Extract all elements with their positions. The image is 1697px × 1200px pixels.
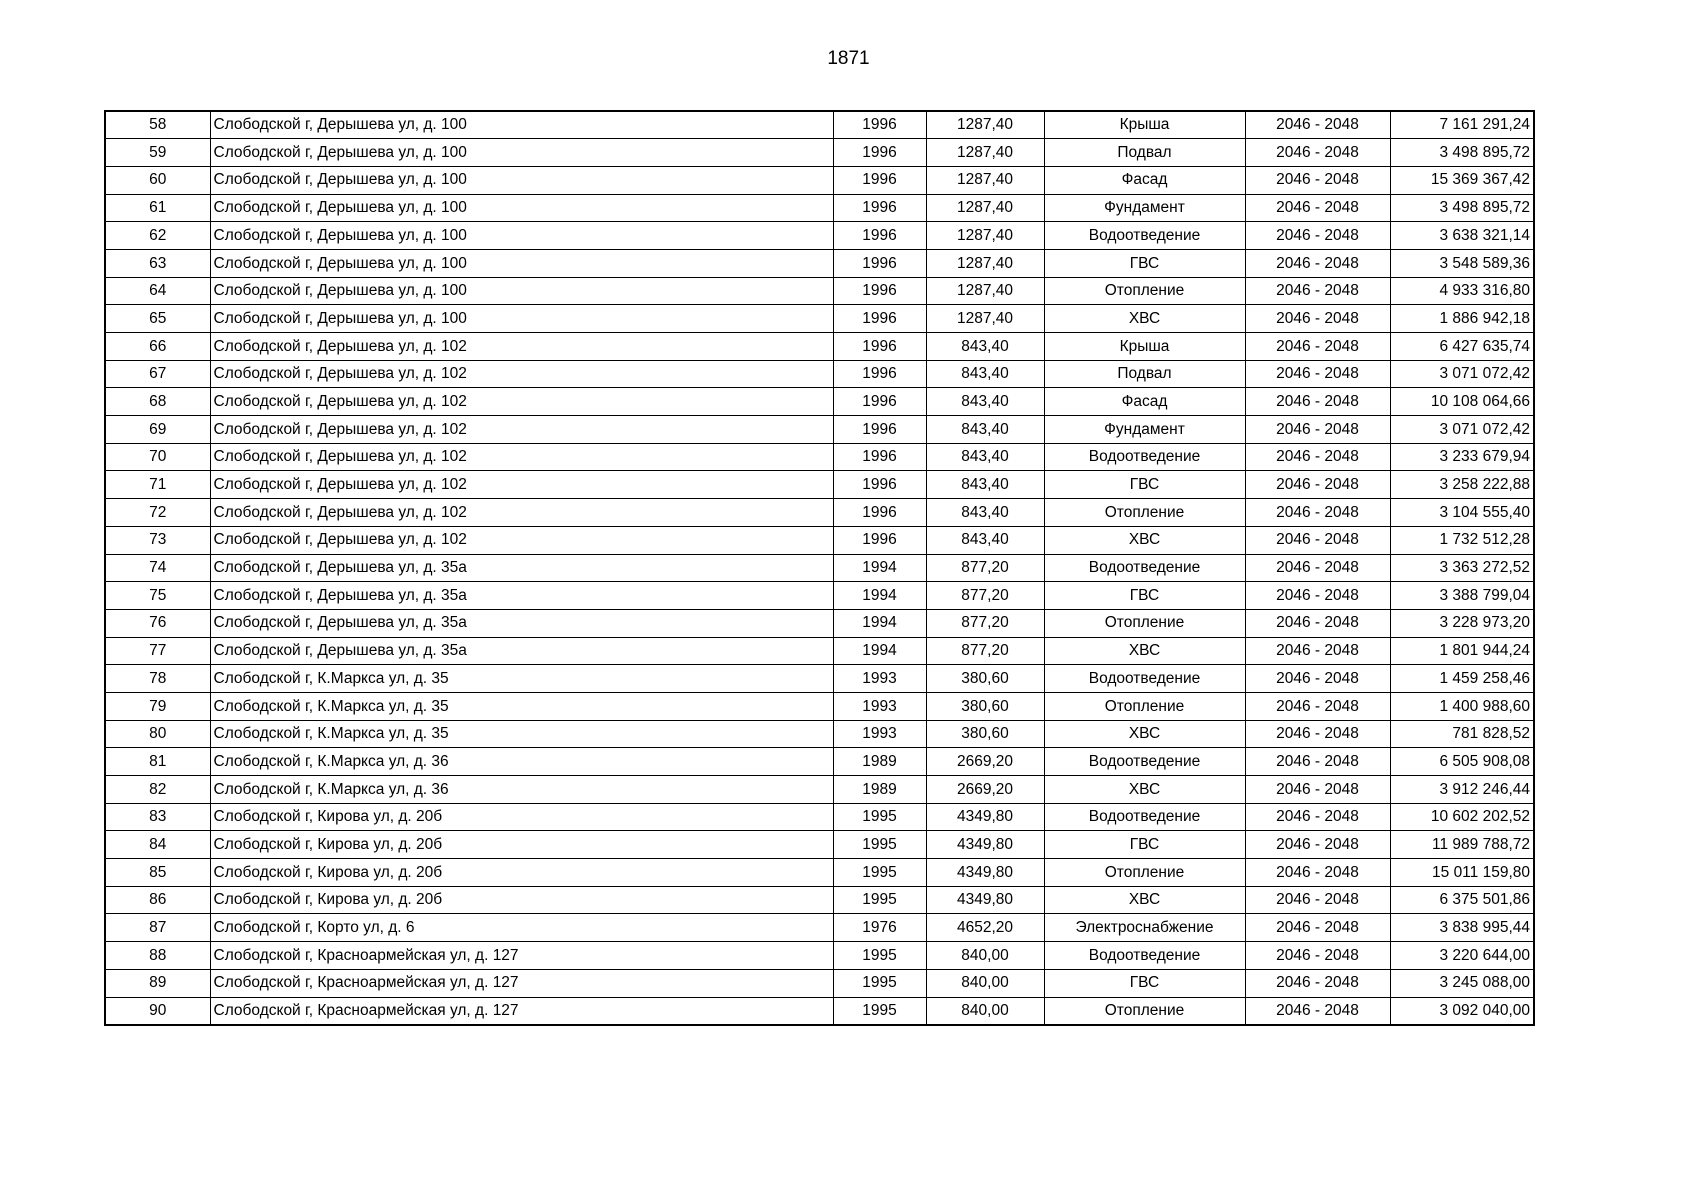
address-cell: Слободской г, Дерышева ул, д. 35а [210,582,833,610]
row-number-cell: 81 [105,748,210,776]
work-type-cell: Фундамент [1044,194,1245,222]
table-row [105,111,1534,139]
area-cell: 380,60 [926,692,1044,720]
year-built-cell: 1995 [833,886,926,914]
year-built-cell: 1996 [833,333,926,361]
table-body [105,111,1534,1025]
address-cell: Слободской г, Дерышева ул, д. 100 [210,222,833,250]
address-cell: Слободской г, Дерышева ул, д. 100 [210,139,833,167]
work-type-cell: Подвал [1044,360,1245,388]
year-built-cell: 1996 [833,166,926,194]
cost-cell: 1 732 512,28 [1390,526,1534,554]
address-cell: Слободской г, Кирова ул, д. 20б [210,886,833,914]
table-row [105,997,1534,1025]
area-cell: 1287,40 [926,166,1044,194]
period-cell: 2046 - 2048 [1245,776,1390,804]
year-built-cell: 1994 [833,582,926,610]
work-type-cell: Водоотведение [1044,443,1245,471]
year-built-cell: 1996 [833,222,926,250]
work-type-cell: Отопление [1044,609,1245,637]
area-cell: 4652,20 [926,914,1044,942]
area-cell: 843,40 [926,443,1044,471]
row-number-cell: 79 [105,692,210,720]
period-cell: 2046 - 2048 [1245,969,1390,997]
period-cell: 2046 - 2048 [1245,554,1390,582]
row-number-cell: 86 [105,886,210,914]
year-built-cell: 1995 [833,942,926,970]
row-number-cell: 73 [105,526,210,554]
cost-cell: 3 071 072,42 [1390,416,1534,444]
year-built-cell: 1993 [833,692,926,720]
area-cell: 1287,40 [926,139,1044,167]
row-number-cell: 78 [105,665,210,693]
row-number-cell: 89 [105,969,210,997]
row-number-cell: 59 [105,139,210,167]
row-number-cell: 63 [105,249,210,277]
period-cell: 2046 - 2048 [1245,665,1390,693]
year-built-cell: 1996 [833,194,926,222]
period-cell: 2046 - 2048 [1245,305,1390,333]
work-type-cell: Отопление [1044,997,1245,1025]
area-cell: 877,20 [926,554,1044,582]
work-type-cell: Водоотведение [1044,942,1245,970]
table-row [105,499,1534,527]
address-cell: Слободской г, К.Маркса ул, д. 36 [210,748,833,776]
cost-cell: 3 233 679,94 [1390,443,1534,471]
year-built-cell: 1996 [833,526,926,554]
table-row [105,692,1534,720]
address-cell: Слободской г, Красноармейская ул, д. 127 [210,942,833,970]
year-built-cell: 1995 [833,859,926,887]
row-number-cell: 90 [105,997,210,1025]
work-type-cell: ГВС [1044,249,1245,277]
area-cell: 1287,40 [926,194,1044,222]
cost-cell: 1 886 942,18 [1390,305,1534,333]
period-cell: 2046 - 2048 [1245,886,1390,914]
row-number-cell: 71 [105,471,210,499]
year-built-cell: 1996 [833,139,926,167]
table-row [105,748,1534,776]
area-cell: 1287,40 [926,249,1044,277]
address-cell: Слободской г, Красноармейская ул, д. 127 [210,969,833,997]
cost-cell: 1 801 944,24 [1390,637,1534,665]
work-type-cell: Крыша [1044,333,1245,361]
area-cell: 4349,80 [926,831,1044,859]
row-number-cell: 76 [105,609,210,637]
address-cell: Слободской г, Дерышева ул, д. 35а [210,609,833,637]
year-built-cell: 1994 [833,554,926,582]
address-cell: Слободской г, Дерышева ул, д. 102 [210,471,833,499]
cost-cell: 3 092 040,00 [1390,997,1534,1025]
year-built-cell: 1996 [833,388,926,416]
period-cell: 2046 - 2048 [1245,526,1390,554]
address-cell: Слободской г, Дерышева ул, д. 100 [210,249,833,277]
work-type-cell: Отопление [1044,859,1245,887]
row-number-cell: 66 [105,333,210,361]
row-number-cell: 61 [105,194,210,222]
work-type-cell: Фундамент [1044,416,1245,444]
table-row [105,222,1534,250]
period-cell: 2046 - 2048 [1245,222,1390,250]
row-number-cell: 80 [105,720,210,748]
period-cell: 2046 - 2048 [1245,720,1390,748]
repair-schedule-table [104,110,1535,1026]
table-row [105,416,1534,444]
area-cell: 877,20 [926,582,1044,610]
work-type-cell: ГВС [1044,471,1245,499]
address-cell: Слободской г, Красноармейская ул, д. 127 [210,997,833,1025]
row-number-cell: 88 [105,942,210,970]
address-cell: Слободской г, Дерышева ул, д. 100 [210,166,833,194]
address-cell: Слободской г, Дерышева ул, д. 102 [210,388,833,416]
cost-cell: 3 388 799,04 [1390,582,1534,610]
work-type-cell: Фасад [1044,388,1245,416]
table-row [105,139,1534,167]
area-cell: 1287,40 [926,305,1044,333]
area-cell: 4349,80 [926,803,1044,831]
year-built-cell: 1995 [833,831,926,859]
work-type-cell: ХВС [1044,637,1245,665]
address-cell: Слободской г, Дерышева ул, д. 100 [210,194,833,222]
area-cell: 4349,80 [926,886,1044,914]
table-row [105,305,1534,333]
address-cell: Слободской г, Дерышева ул, д. 35а [210,637,833,665]
area-cell: 843,40 [926,526,1044,554]
address-cell: Слободской г, Дерышева ул, д. 102 [210,333,833,361]
work-type-cell: Водоотведение [1044,554,1245,582]
table-row [105,720,1534,748]
year-built-cell: 1995 [833,969,926,997]
period-cell: 2046 - 2048 [1245,499,1390,527]
cost-cell: 3 363 272,52 [1390,554,1534,582]
row-number-cell: 68 [105,388,210,416]
period-cell: 2046 - 2048 [1245,388,1390,416]
table-row [105,831,1534,859]
year-built-cell: 1996 [833,471,926,499]
cost-cell: 3 104 555,40 [1390,499,1534,527]
cost-cell: 3 498 895,72 [1390,194,1534,222]
period-cell: 2046 - 2048 [1245,914,1390,942]
row-number-cell: 84 [105,831,210,859]
work-type-cell: ГВС [1044,969,1245,997]
table-row [105,914,1534,942]
page-number: 1871 [827,48,870,69]
address-cell: Слободской г, К.Маркса ул, д. 35 [210,665,833,693]
row-number-cell: 64 [105,277,210,305]
row-number-cell: 82 [105,776,210,804]
work-type-cell: ХВС [1044,305,1245,333]
area-cell: 4349,80 [926,859,1044,887]
year-built-cell: 1996 [833,499,926,527]
address-cell: Слободской г, К.Маркса ул, д. 35 [210,692,833,720]
work-type-cell: Отопление [1044,499,1245,527]
period-cell: 2046 - 2048 [1245,803,1390,831]
cost-cell: 15 369 367,42 [1390,166,1534,194]
work-type-cell: ХВС [1044,720,1245,748]
cost-cell: 6 427 635,74 [1390,333,1534,361]
work-type-cell: Крыша [1044,111,1245,139]
area-cell: 1287,40 [926,222,1044,250]
table-row [105,554,1534,582]
table-row [105,526,1534,554]
year-built-cell: 1995 [833,803,926,831]
table-row [105,637,1534,665]
year-built-cell: 1996 [833,305,926,333]
year-built-cell: 1993 [833,665,926,693]
row-number-cell: 87 [105,914,210,942]
area-cell: 380,60 [926,665,1044,693]
area-cell: 2669,20 [926,748,1044,776]
table-row [105,194,1534,222]
period-cell: 2046 - 2048 [1245,166,1390,194]
cost-cell: 4 933 316,80 [1390,277,1534,305]
period-cell: 2046 - 2048 [1245,609,1390,637]
work-type-cell: ГВС [1044,582,1245,610]
year-built-cell: 1989 [833,748,926,776]
area-cell: 840,00 [926,997,1044,1025]
table-row [105,249,1534,277]
area-cell: 843,40 [926,499,1044,527]
cost-cell: 3 548 589,36 [1390,249,1534,277]
work-type-cell: Водоотведение [1044,222,1245,250]
area-cell: 1287,40 [926,277,1044,305]
work-type-cell: Подвал [1044,139,1245,167]
period-cell: 2046 - 2048 [1245,748,1390,776]
period-cell: 2046 - 2048 [1245,443,1390,471]
area-cell: 843,40 [926,416,1044,444]
table-row [105,969,1534,997]
period-cell: 2046 - 2048 [1245,637,1390,665]
row-number-cell: 85 [105,859,210,887]
year-built-cell: 1995 [833,997,926,1025]
cost-cell: 10 108 064,66 [1390,388,1534,416]
area-cell: 843,40 [926,471,1044,499]
cost-cell: 1 400 988,60 [1390,692,1534,720]
address-cell: Слободской г, Дерышева ул, д. 100 [210,305,833,333]
row-number-cell: 72 [105,499,210,527]
area-cell: 840,00 [926,969,1044,997]
table-row [105,277,1534,305]
period-cell: 2046 - 2048 [1245,111,1390,139]
cost-cell: 1 459 258,46 [1390,665,1534,693]
area-cell: 843,40 [926,360,1044,388]
address-cell: Слободской г, Кирова ул, д. 20б [210,859,833,887]
cost-cell: 6 505 908,08 [1390,748,1534,776]
work-type-cell: Отопление [1044,692,1245,720]
cost-cell: 10 602 202,52 [1390,803,1534,831]
address-cell: Слободской г, Дерышева ул, д. 100 [210,111,833,139]
address-cell: Слободской г, Дерышева ул, д. 102 [210,416,833,444]
address-cell: Слободской г, Дерышева ул, д. 102 [210,360,833,388]
year-built-cell: 1994 [833,637,926,665]
work-type-cell: ХВС [1044,886,1245,914]
cost-cell: 3 912 246,44 [1390,776,1534,804]
row-number-cell: 58 [105,111,210,139]
table-row [105,803,1534,831]
period-cell: 2046 - 2048 [1245,997,1390,1025]
area-cell: 877,20 [926,609,1044,637]
year-built-cell: 1996 [833,443,926,471]
area-cell: 877,20 [926,637,1044,665]
row-number-cell: 62 [105,222,210,250]
period-cell: 2046 - 2048 [1245,859,1390,887]
address-cell: Слободской г, Дерышева ул, д. 102 [210,499,833,527]
table-row [105,609,1534,637]
period-cell: 2046 - 2048 [1245,194,1390,222]
area-cell: 380,60 [926,720,1044,748]
cost-cell: 11 989 788,72 [1390,831,1534,859]
row-number-cell: 67 [105,360,210,388]
area-cell: 2669,20 [926,776,1044,804]
period-cell: 2046 - 2048 [1245,139,1390,167]
year-built-cell: 1996 [833,416,926,444]
work-type-cell: ХВС [1044,526,1245,554]
work-type-cell: ГВС [1044,831,1245,859]
cost-cell: 3 245 088,00 [1390,969,1534,997]
row-number-cell: 74 [105,554,210,582]
cost-cell: 781 828,52 [1390,720,1534,748]
work-type-cell: Отопление [1044,277,1245,305]
address-cell: Слободской г, Дерышева ул, д. 35а [210,554,833,582]
area-cell: 1287,40 [926,111,1044,139]
row-number-cell: 60 [105,166,210,194]
table-row [105,471,1534,499]
period-cell: 2046 - 2048 [1245,471,1390,499]
address-cell: Слободской г, Дерышева ул, д. 102 [210,443,833,471]
table-row [105,776,1534,804]
period-cell: 2046 - 2048 [1245,942,1390,970]
row-number-cell: 70 [105,443,210,471]
table-row [105,360,1534,388]
year-built-cell: 1996 [833,249,926,277]
period-cell: 2046 - 2048 [1245,277,1390,305]
table-row [105,886,1534,914]
period-cell: 2046 - 2048 [1245,333,1390,361]
work-type-cell: Водоотведение [1044,748,1245,776]
address-cell: Слободской г, Дерышева ул, д. 100 [210,277,833,305]
table-row [105,859,1534,887]
year-built-cell: 1989 [833,776,926,804]
cost-cell: 7 161 291,24 [1390,111,1534,139]
year-built-cell: 1994 [833,609,926,637]
table-row [105,582,1534,610]
cost-cell: 3 071 072,42 [1390,360,1534,388]
work-type-cell: Электроснабжение [1044,914,1245,942]
row-number-cell: 75 [105,582,210,610]
cost-cell: 3 220 644,00 [1390,942,1534,970]
address-cell: Слободской г, Кирова ул, д. 20б [210,803,833,831]
period-cell: 2046 - 2048 [1245,692,1390,720]
address-cell: Слободской г, Корто ул, д. 6 [210,914,833,942]
area-cell: 843,40 [926,388,1044,416]
address-cell: Слободской г, Дерышева ул, д. 102 [210,526,833,554]
cost-cell: 3 838 995,44 [1390,914,1534,942]
table-row [105,333,1534,361]
cost-cell: 15 011 159,80 [1390,859,1534,887]
cost-cell: 3 258 222,88 [1390,471,1534,499]
year-built-cell: 1993 [833,720,926,748]
year-built-cell: 1996 [833,111,926,139]
row-number-cell: 69 [105,416,210,444]
period-cell: 2046 - 2048 [1245,831,1390,859]
row-number-cell: 65 [105,305,210,333]
cost-cell: 3 498 895,72 [1390,139,1534,167]
address-cell: Слободской г, Кирова ул, д. 20б [210,831,833,859]
work-type-cell: Фасад [1044,166,1245,194]
area-cell: 843,40 [926,333,1044,361]
area-cell: 840,00 [926,942,1044,970]
address-cell: Слободской г, К.Маркса ул, д. 36 [210,776,833,804]
table-row [105,942,1534,970]
work-type-cell: ХВС [1044,776,1245,804]
period-cell: 2046 - 2048 [1245,582,1390,610]
table-row [105,443,1534,471]
period-cell: 2046 - 2048 [1245,360,1390,388]
year-built-cell: 1996 [833,277,926,305]
cost-cell: 6 375 501,86 [1390,886,1534,914]
period-cell: 2046 - 2048 [1245,416,1390,444]
year-built-cell: 1996 [833,360,926,388]
year-built-cell: 1976 [833,914,926,942]
address-cell: Слободской г, К.Маркса ул, д. 35 [210,720,833,748]
row-number-cell: 77 [105,637,210,665]
work-type-cell: Водоотведение [1044,803,1245,831]
cost-cell: 3 638 321,14 [1390,222,1534,250]
table-row [105,388,1534,416]
row-number-cell: 83 [105,803,210,831]
table-row [105,166,1534,194]
table-row [105,665,1534,693]
period-cell: 2046 - 2048 [1245,249,1390,277]
cost-cell: 3 228 973,20 [1390,609,1534,637]
work-type-cell: Водоотведение [1044,665,1245,693]
